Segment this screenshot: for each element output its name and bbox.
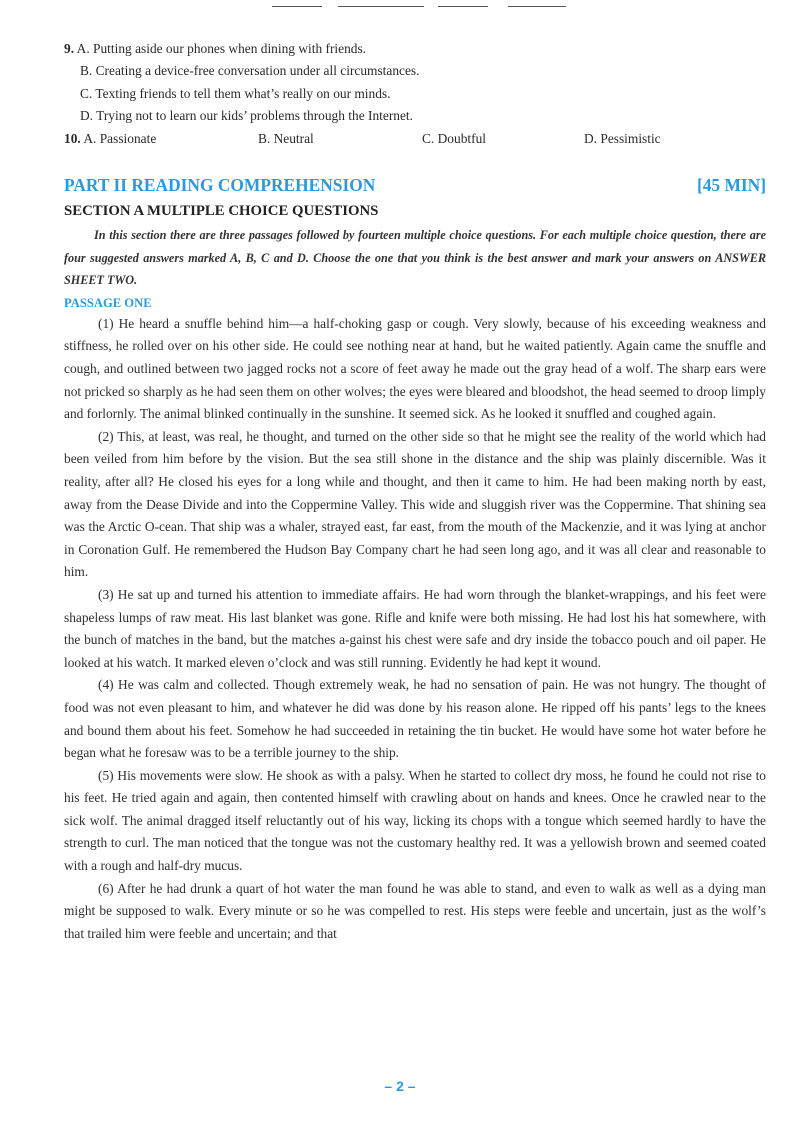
question-9 — [64, 38, 766, 60]
paragraph-4: (4) He was calm and collected. Though extremely weak, he had no sensation of pain. He was not hungry. The thought of food was not even pleasant to him, and whatever he did was done by his reason alone. He ripped off his pants’ legs to the knees and bound them about his feet. Somehow he had succeeded in retaining the tin bucket. He would have some hot water before he began what he foresaw was to be a terrible journey to the ship. — [64, 677, 766, 761]
paragraph-6: (6) After he had drunk a quart of hot water the man found he was able to stand, and even to walk as well as a dying man might be supposed to walk. Every minute or so he was compelled to rest. His steps were feeble and uncertain, just as the wolf’s that trailed him were feeble and uncertain; and that — [64, 880, 766, 941]
option-d: D. Pessimistic — [584, 130, 661, 146]
passage-title: PASSAGE ONE — [64, 295, 152, 310]
paragraph-3: (3) He sat up and turned his attention to immediate affairs. He had worn through the blanket-wrappings, and his feet were shapeless lumps of raw meat. His last blanket was gone. Rifle and knife were both missing. He had lost his hat somewhere, with the bunch of matches in the band, but the matches a-gainst his chest were safe and dry inside the tobacco pouch and oil paper. He looked at his watch. It marked eleven o’clock and was still running. Evidently he had kept it wound. — [64, 586, 766, 670]
option-b: B. Creating a device-free conversation under all circumstances. — [80, 63, 420, 79]
page-number: – 2 – — [384, 1078, 416, 1094]
question-10 — [64, 128, 766, 150]
option-b: B. Neutral — [258, 130, 314, 146]
paragraph-2: (2) This, at least, was real, he thought, and turned on the other side so that he might see the reality of the world which had been veiled from him before by the vision. But the sea still shone in the distance and the ship was plainly discernible. Was it reality, after all? He closed his eyes for a long while and thought, and then it came to him. He had been making north by east, away from the Dease Divide and into the Coppermine Valley. This wide and sluggish river was the Coppermine. That shining sea was the Arctic O-cean. That ship was a whaler, strayed east, far east, from the mouth of the Mackenzie, and it was lying at anchor in Coronation Gulf. He remembered the Hudson Bay Company chart he had seen long ago, and it was all clear and reasonable to him. — [64, 428, 766, 580]
instructions: In this section there are three passages followed by fourteen multiple choice questions. For each multiple choice question, there are four suggested answers marked A, B, C and D. Choose the one that you think is the best answer and mark your answers on ANSWER SHEET TWO. — [64, 228, 766, 288]
option-a: A. Putting aside our phones when dining with friends. — [76, 41, 367, 56]
option-c: C. Doubtful — [422, 130, 486, 146]
paragraph-1: (1) He heard a snuffle behind him—a half-choking gasp or cough. Very slowly, because of his exceeding weakness and stiffness, he rolled over on his other side. He could see nothing near at hand, but he waited patiently. Again came the snuffle and cough, and outlined between two jagged rocks not a score of feet away he made out the gray head of a wolf. The sharp ears were not pricked so sharply as he had seen them on other wolves; the eyes were bleared and bloodshot, the head seemed to droop limply and forlornly. The animal blinked continually in the sunshine. It seemed sick. As he looked it snuffled and coughed again. — [64, 315, 766, 422]
paragraph-5: (5) His movements were slow. He shook as with a palsy. When he started to collect dry moss, he found he could not rise to his feet. He tried again and again, then contented himself with crawling about on hands and knees. Once he crawled near to the sick wolf. The animal dragged itself reluctantly out of his way, licking its chops with a tongue which seemed hardly to have the strength to curl. The man noticed that the tongue was not the customary healthy red. It was a yellowish brown and seemed coated with a rough and half-dry mucus. — [64, 767, 766, 874]
section-heading: SECTION A MULTIPLE CHOICE QUESTIONS — [64, 203, 379, 220]
option-c: C. Texting friends to tell them what’s really on our minds. — [80, 85, 391, 101]
page-content — [64, 38, 766, 945]
option-a: A. Passionate — [83, 130, 157, 146]
part-time: [45 MIN] — [696, 175, 766, 196]
question-number: 10. — [64, 130, 81, 146]
top-decorative-rules — [0, 6, 800, 10]
part-title: PART II READING COMPREHENSION — [64, 175, 376, 196]
part-heading — [64, 174, 766, 196]
question-number: 9. — [64, 41, 75, 56]
option-d: D. Trying not to learn our kids’ problems through the Internet. — [80, 108, 413, 124]
